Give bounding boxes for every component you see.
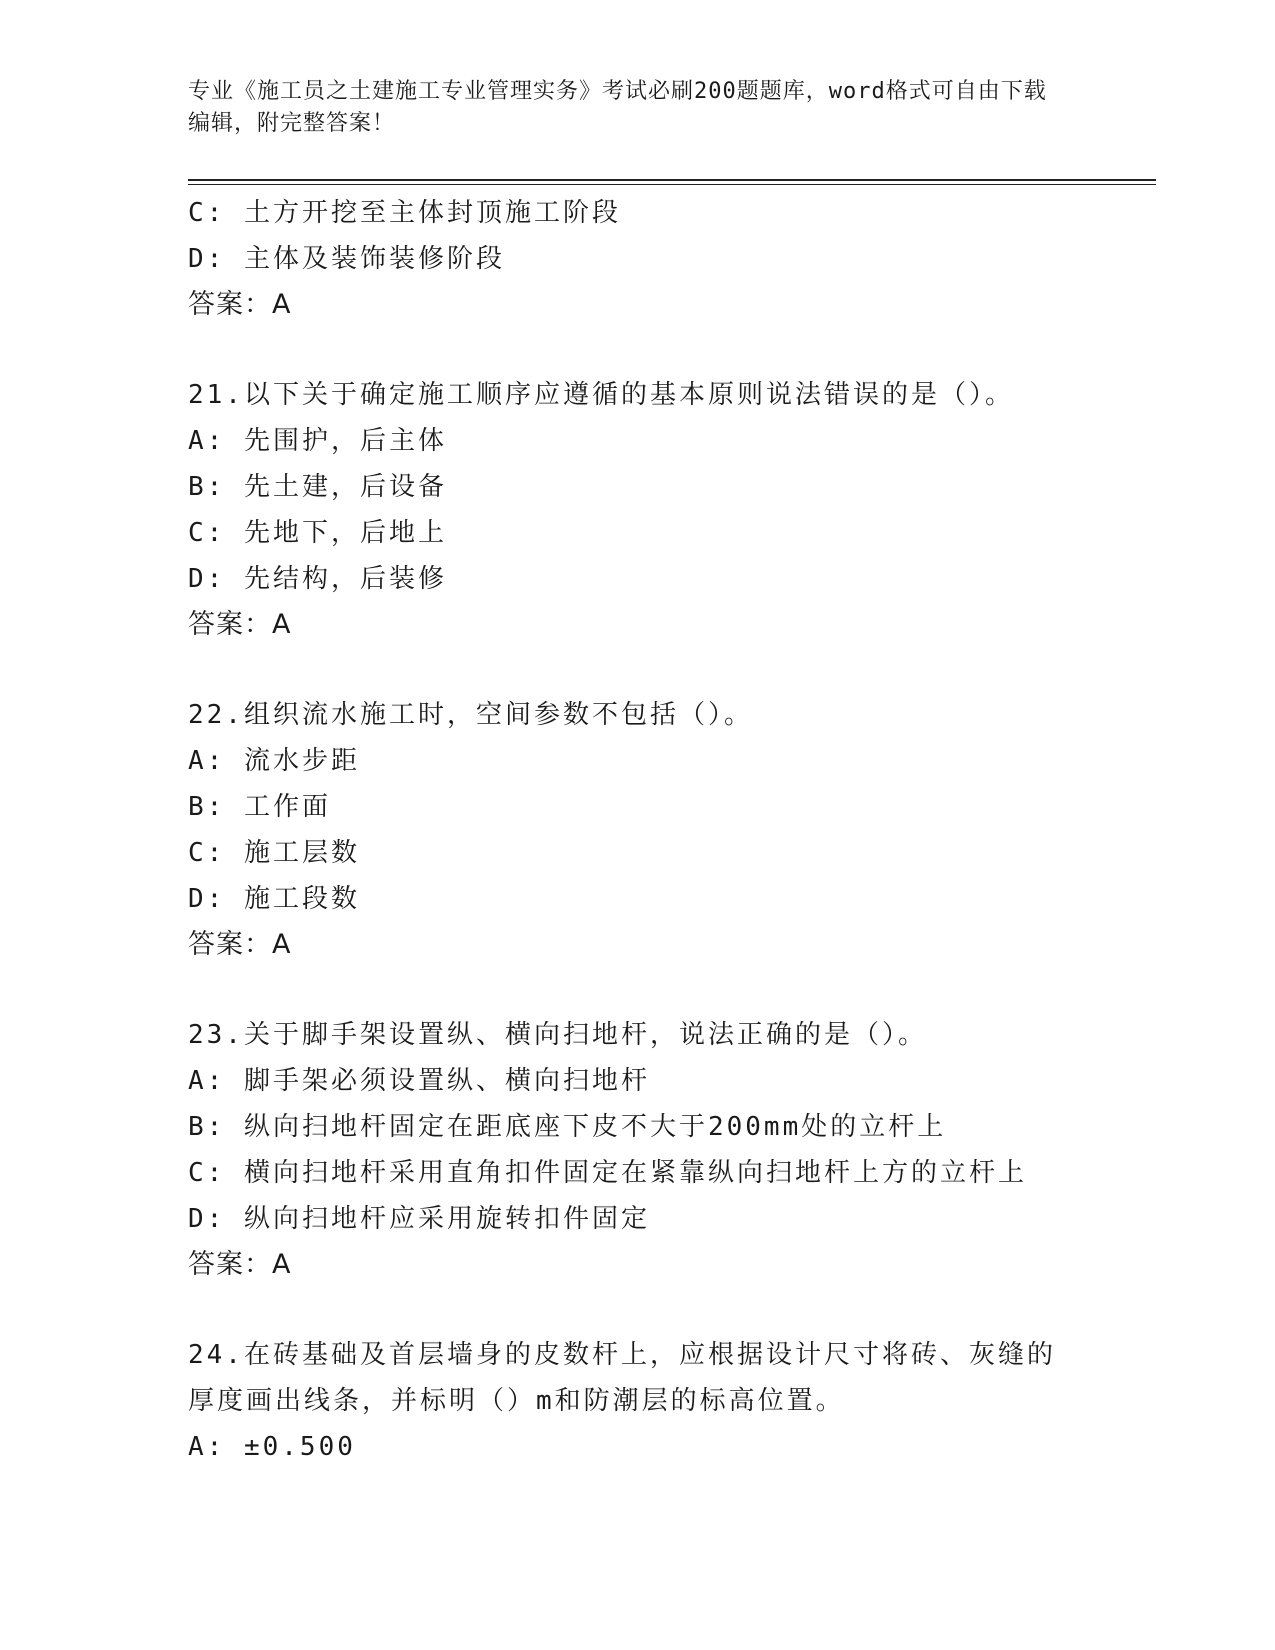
answer-line: 答案：A: [188, 289, 292, 320]
question-21: [188, 372, 1088, 648]
option-b: B: 先土建，后设备: [188, 472, 447, 502]
option-d: D: 先结构，后装修: [188, 564, 447, 594]
option-d: D: 主体及装饰装修阶段: [188, 244, 505, 274]
option-a: A: 脚手架必须设置纵、横向扫地杆: [188, 1066, 650, 1096]
option-b: B: 纵向扫地杆固定在距底座下皮不大于200mm处的立杆上: [188, 1112, 947, 1142]
question-24: [188, 1332, 1088, 1470]
option-a: A: ±0.500: [188, 1432, 356, 1462]
option-a: A: 流水步距: [188, 746, 360, 776]
option-d: D: 施工段数: [188, 884, 360, 914]
question-list: [188, 190, 1088, 1470]
answer-line: 答案：A: [188, 1249, 292, 1280]
option-c: C: 先地下，后地上: [188, 518, 447, 548]
question-stem: 22.组织流水施工时，空间参数不包括（）。: [188, 700, 753, 730]
question-stem: 23.关于脚手架设置纵、横向扫地杆，说法正确的是（）。: [188, 1020, 927, 1050]
question-stem: 21.以下关于确定施工顺序应遵循的基本原则说法错误的是（）。: [188, 380, 1014, 410]
option-d: D: 纵向扫地杆应采用旋转扣件固定: [188, 1204, 650, 1234]
header-divider: [188, 179, 1156, 181]
option-b: B: 工作面: [188, 792, 331, 822]
answer-line: 答案：A: [188, 609, 292, 640]
question-22: [188, 692, 1088, 968]
question-23: [188, 1012, 1088, 1288]
answer-line: 答案：A: [188, 929, 292, 960]
question-stem: 24.在砖基础及首层墙身的皮数杆上，应根据设计尺寸将砖、灰缝的厚度画出线条，并标明（）m和防潮层的标高位置。: [188, 1340, 1056, 1416]
header-divider-thin: [188, 184, 1156, 185]
option-c: C: 土方开挖至主体封顶施工阶段: [188, 198, 621, 228]
option-c: C: 施工层数: [188, 838, 360, 868]
option-a: A: 先围护，后主体: [188, 426, 447, 456]
option-c: C: 横向扫地杆采用直角扣件固定在紧靠纵向扫地杆上方的立杆上: [188, 1158, 1027, 1188]
question-20-continued: [188, 190, 1088, 328]
page-header-title: 专业《施工员之土建施工专业管理实务》考试必刷200题题库，word格式可自由下载编辑，附完整答案！: [188, 79, 1047, 136]
